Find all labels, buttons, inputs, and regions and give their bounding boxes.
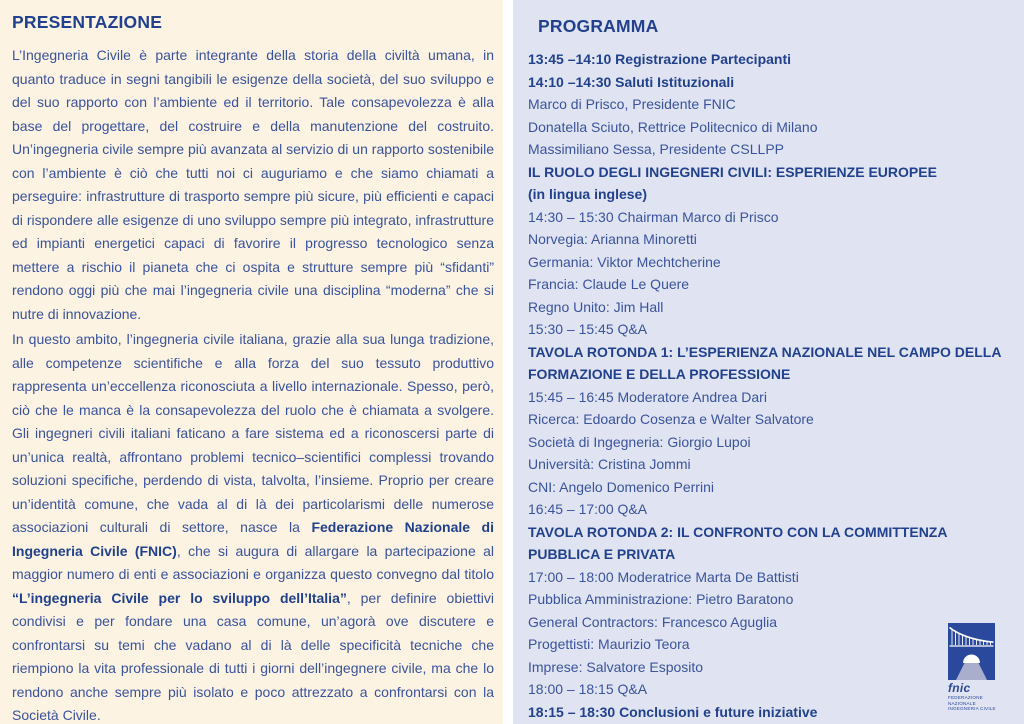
schedule-item: Donatella Sciuto, Rettrice Politecnico di Milano [528,118,818,135]
fnic-logo-wordmark: fnic [948,681,971,696]
presentation-text: , per definire obiettivi condivisi e per fondare una casa comune, un’agorà ove discutere e confrontarsi su temi che vadano al di là delle specificità tecniche che riempiono la vita professionale di tutti i giorni dell’ingegnere civile, ma che lo rendono anche sempre più isolato e poco attrezzato a confrontarsi con la Società Civile. [12,589,494,723]
schedule-item: Progettisti: Maurizio Teora [528,636,690,652]
schedule-item: IL RUOLO DEGLI INGEGNERI CIVILI: ESPERIENZE EUROPEE [528,163,937,180]
schedule-item: 18:15 – 18:30 Conclusioni e future iniziative [528,703,818,720]
schedule-item: 15:30 – 15:45 Q&A [528,321,648,337]
schedule-item: General Contractors: Francesco Aguglia [528,613,778,630]
presentation-paragraph [12,328,494,724]
presentation-paragraph [12,44,494,326]
schedule-item: 14:10 –14:30 Saluti Istituzionali [528,73,735,90]
schedule-item: Norvegia: Arianna Minoretti [528,231,697,247]
schedule-item: TAVOLA ROTONDA 2: IL CONFRONTO CON LA COMMITTENZA PUBBLICA E PRIVATA [528,523,947,562]
presentation-bold-text: Federazione Nazionale di Ingegneria Civile (FNIC) [12,519,494,559]
schedule-item: Università: Cristina Jommi [528,456,691,472]
schedule-item: Pubblica Amministrazione: Pietro Baratono [528,591,794,607]
schedule-item: Regno Unito: Jim Hall [528,298,664,315]
presentation-bold-text: “L’ingegneria Civile per lo sviluppo dell’Italia” [12,589,347,606]
schedule-item: TAVOLA ROTONDA 1: L’ESPERIENZA NAZIONALE NEL CAMPO DELLA FORMAZIONE E DELLA PROFESSIONE [528,343,1001,382]
fnic-logo [948,623,1000,712]
schedule-item: Francia: Claude Le Quere [528,276,690,292]
schedule-item: Germania: Viktor Mechtcherine [528,253,721,270]
fnic-logo-caption-line: INGEGNERIA CIVILE [948,706,996,712]
schedule-item: Imprese: Salvatore Esposito [528,658,704,675]
presentation-text: , che si augura di allargare la partecipazione al maggior numero di enti e associazioni e organizza questo convegno dal titolo [12,542,494,582]
schedule-item: Società di Ingegneria: Giorgio Lupoi [528,433,751,450]
fnic-logo-caption-line: FEDERAZIONE [948,695,983,701]
presentation-text: In questo ambito, l’ingegneria civile italiana, grazie alla sua lunga tradizione, alle competenze scientifiche e alla forza del suo tessuto produttivo rappresenta un’eccellenza riconosciuta a livello internazionale. Spesso, però, ciò che le manca è la consapevolezza del ruolo che è chiamata a svolgere. Gli ingegneri civili italiani faticano a fare sistema ed a riconoscersi parte di un’unica realtà, affrontano problemi tecnico–scientifici complessi trovando soluzioni specifiche, perdendo di vista, talvolta, l’insieme. Proprio per creare un’identità comune, che vada al di là dei particolarismi delle numerose associazioni culturali di settore, nasce la [12,331,494,535]
schedule-item: 18:00 – 18:15 Q&A [528,681,648,697]
program-column [513,0,1024,724]
schedule-item: Ricerca: Edoardo Cosenza e Walter Salvatore [528,411,814,427]
schedule-item: 16:45 – 17:00 Q&A [528,501,648,517]
schedule-item: CNI: Angelo Domenico Perrini [528,478,714,495]
bridge-tunnel-icon [948,623,995,680]
column-divider [503,0,513,724]
schedule-item: 13:45 –14:10 Registrazione Partecipanti [528,51,792,67]
schedule-item: 17:00 – 18:00 Moderatrice Marta De Battisti [528,568,799,585]
program-schedule [528,48,1014,723]
presentation-text: L’Ingegneria Civile è parte integrante della storia della civiltà umana, in quanto traduce in segni tangibili le esigenze della società, del suo sviluppo e del suo rapporto con l’ambiente ed il territorio. Tale consapevolezza è alla base del progettare, del costruire e della manutenzione del costruito. Un’ingegneria civile sempre più avanzata al servizio di un rapporto sostenibile con l’ambiente è ciò che tutti noi ci auguriamo e che siamo chiamati a perseguire: infrastrutture di trasporto sempre più sicure, più efficienti e capaci di rispondere alle esigenze di uno sviluppo sempre più integrato, infrastrutture ed impianti energetici capaci di favorire il progresso tecnologico senza mettere a rischio il pianeta che ci ospita e strutture sempre più “sfidanti” rendono oggi più che mai l’ingegneria civile una disciplina “moderna” che si nutre di innovazione. [12,47,494,322]
presentation-column [0,0,503,724]
schedule-item: 14:30 – 15:30 Chairman Marco di Prisco [528,208,779,225]
schedule-item: 15:45 – 16:45 Moderatore Andrea Dari [528,388,767,405]
schedule-item: (in lingua inglese) [528,186,648,202]
fnic-logo-caption [948,695,996,712]
schedule-item: Massimiliano Sessa, Presidente CSLLPP [528,141,785,157]
presentation-title: PRESENTAZIONE [12,12,163,32]
fnic-logo-caption-line: NAZIONALE [948,700,976,706]
schedule-item: Marco di Prisco, Presidente FNIC [528,96,736,112]
presentation-body [12,44,494,724]
program-title: PROGRAMMA [538,16,659,36]
